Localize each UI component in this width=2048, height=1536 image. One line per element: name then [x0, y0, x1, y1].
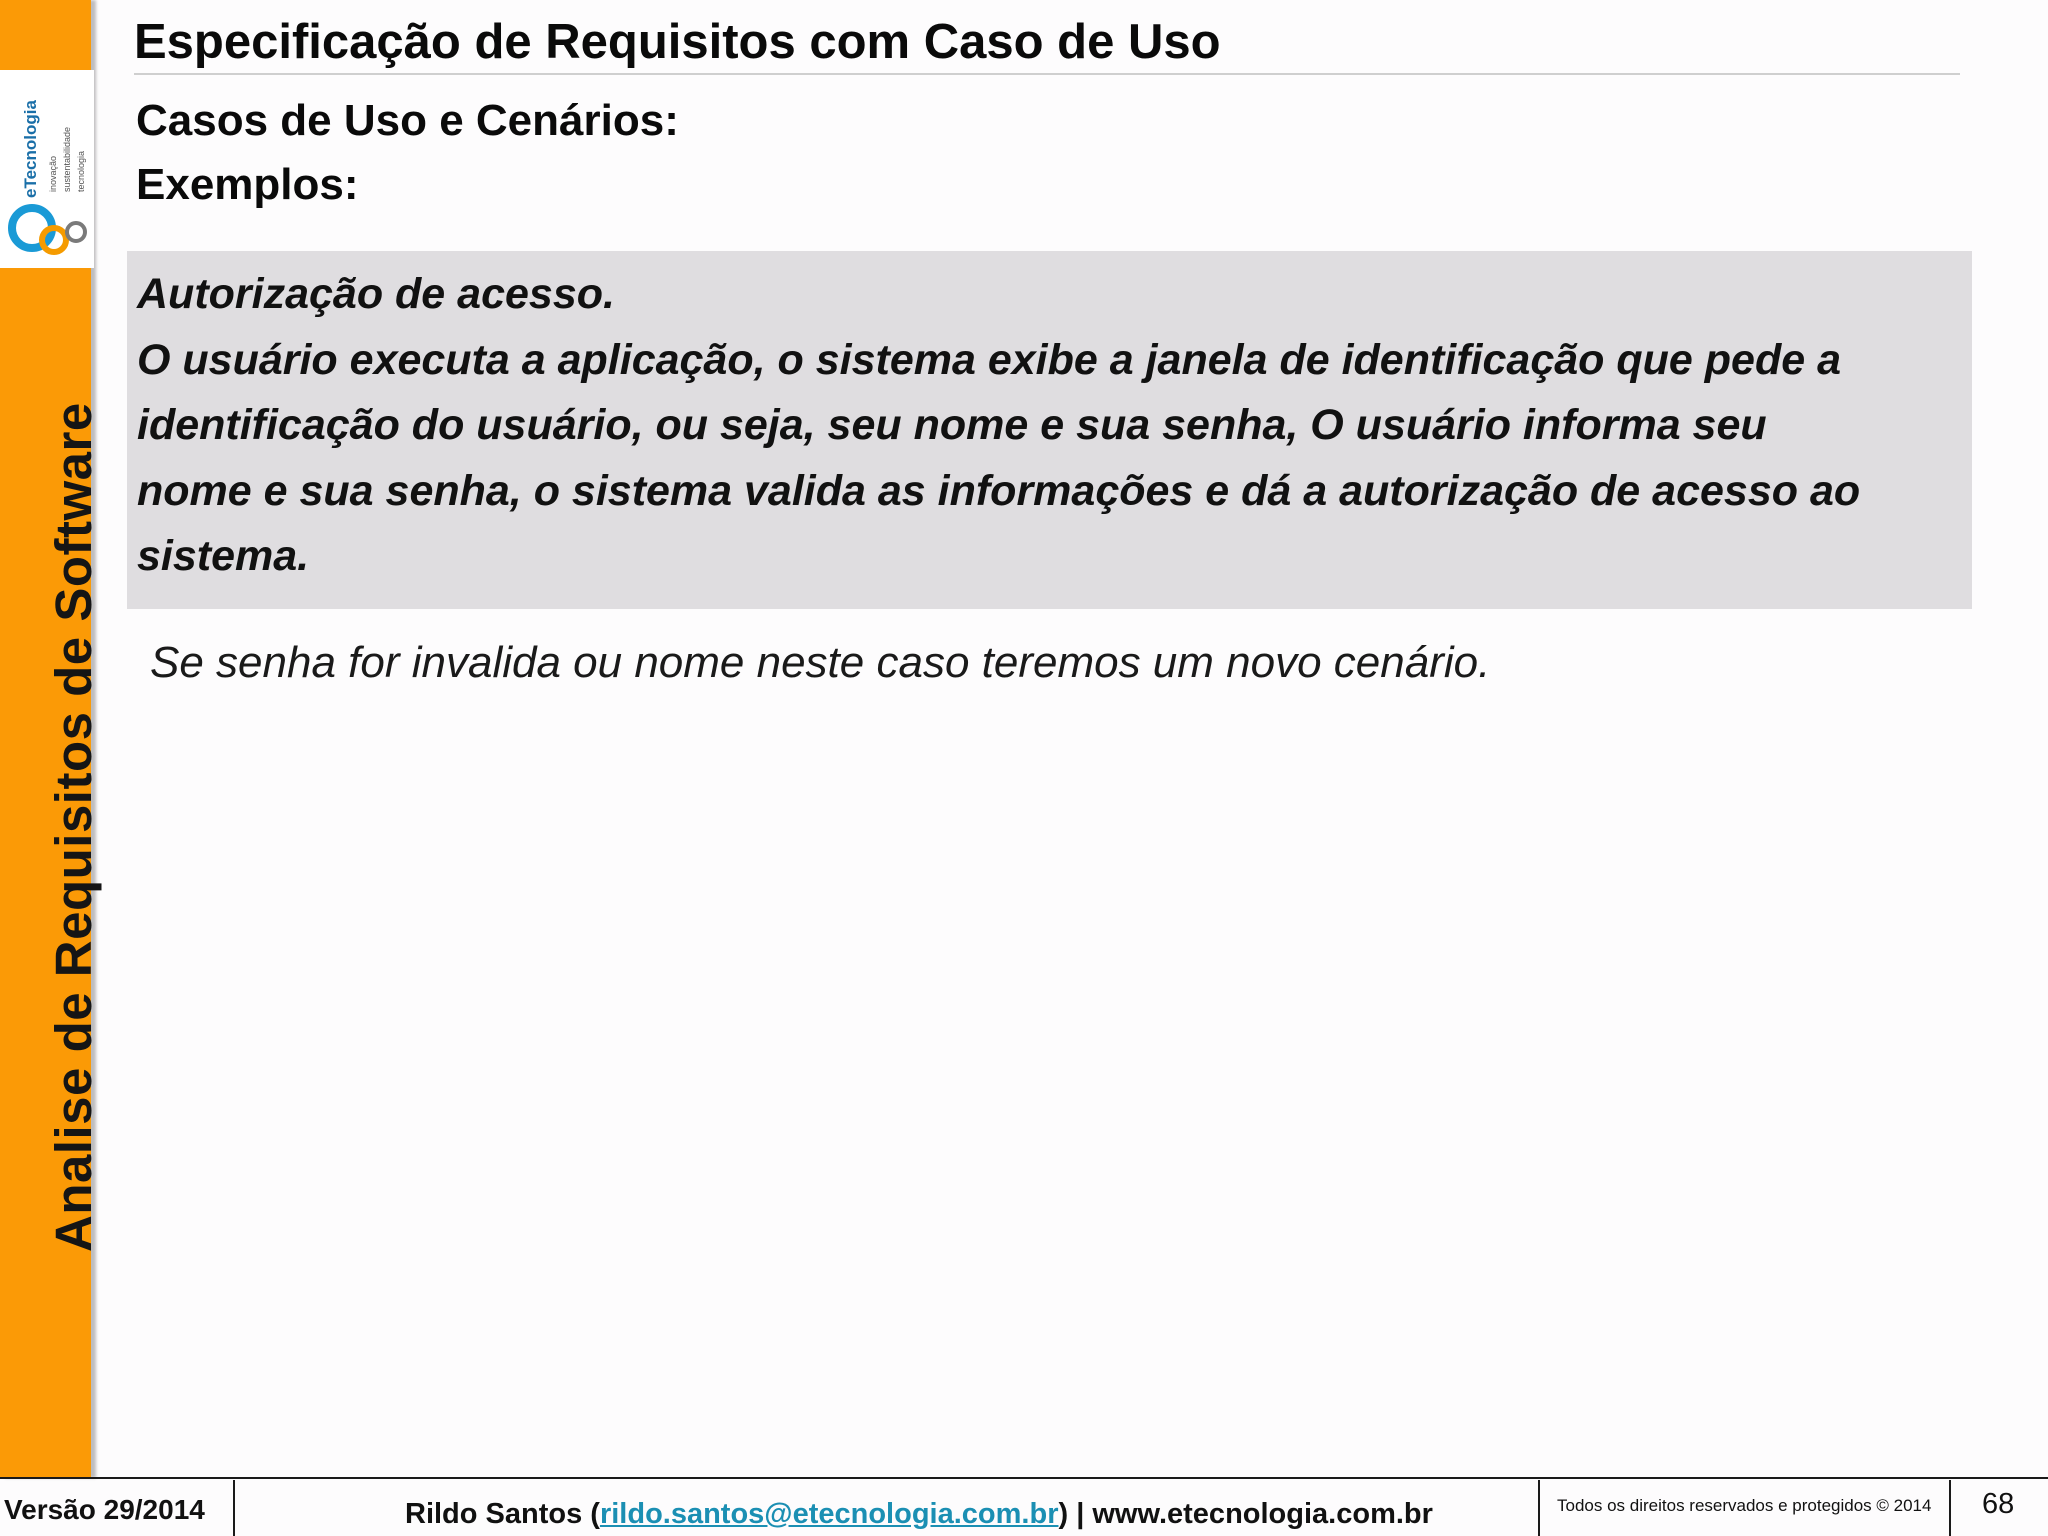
scenario-text [137, 262, 1967, 590]
footer-email-link[interactable]: rildo.santos@etecnologia.com.br [599, 1498, 1059, 1530]
footer-rights: Todos os direitos reservados e protegidos © 2014 [1557, 1496, 1932, 1515]
alternate-scenario-note: Se senha for invalida ou nome neste caso teremos um novo cenário. [150, 638, 1491, 687]
footer-separator [1538, 1480, 1540, 1536]
footer-author-suffix: ) | www.etecnologia.com.br [1058, 1498, 1433, 1530]
svg-text:inovação: inovação [48, 155, 58, 192]
sidebar [0, 0, 102, 1478]
scenario-line: sistema. [137, 532, 310, 580]
sidebar-course-title: Analise de Requisitos de Software [45, 402, 102, 1252]
svg-text:tecnologia: tecnologia [76, 150, 86, 192]
scenario-line: O usuário executa a aplicação, o sistema exibe a janela de identificação que pede a [137, 335, 1841, 384]
section-heading-use-cases: Casos de Uso e Cenários: [136, 96, 679, 145]
svg-text:eTecnologia: eTecnologia [21, 100, 40, 198]
title-divider [134, 73, 1960, 75]
scenario-line: nome e sua senha, o sistema valida as informações e dá a autorização de acesso ao [137, 466, 1861, 515]
scenario-line: identificação do usuário, ou seja, seu nome e sua senha, O usuário informa seu [137, 401, 1767, 449]
footer-author-prefix: Rildo Santos ( [405, 1498, 600, 1530]
footer-divider [0, 1477, 2048, 1479]
footer-version: Versão 29/2014 [4, 1494, 205, 1525]
footer-separator [1949, 1480, 1951, 1536]
page-number: 68 [1982, 1488, 2015, 1520]
section-heading-examples: Exemplos: [136, 160, 359, 209]
svg-text:sustentabilidade: sustentabilidade [62, 126, 72, 192]
footer-separator [233, 1480, 235, 1536]
etecnologia-logo [0, 70, 94, 268]
scenario-line: Autorização de acesso. [137, 270, 615, 318]
page-title: Especificação de Requisitos com Caso de Uso [134, 15, 1221, 69]
footer-author [405, 1498, 1433, 1531]
logo-icon [4, 70, 94, 268]
